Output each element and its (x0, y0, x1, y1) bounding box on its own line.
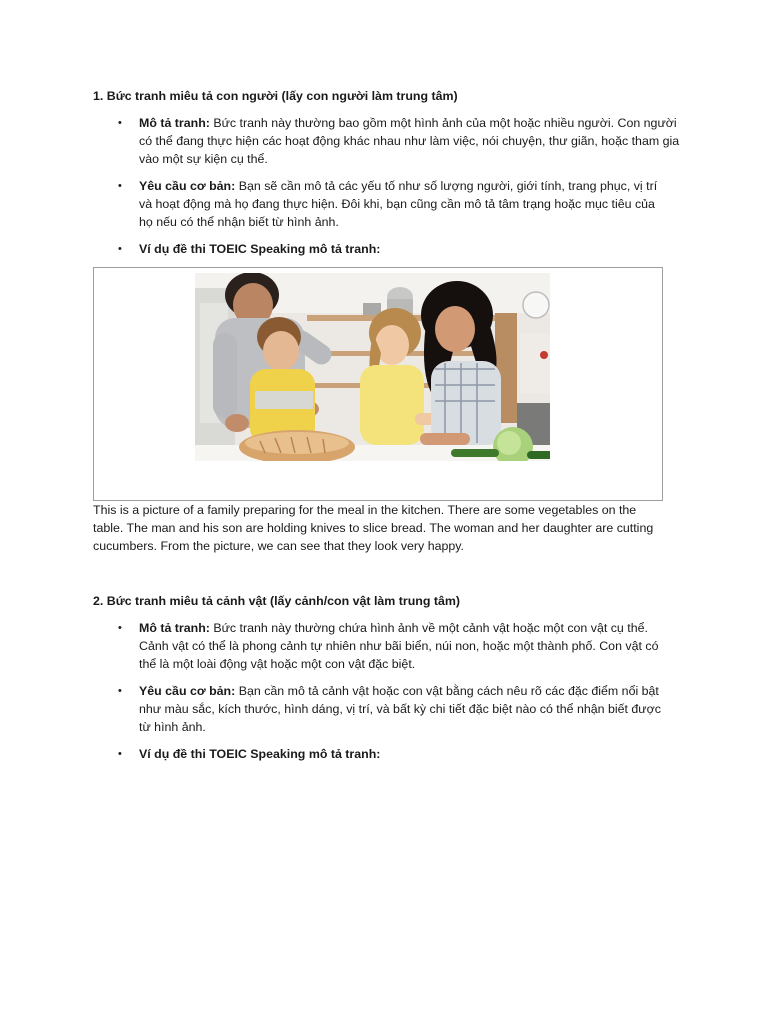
figure-caption: This is a picture of a family preparing for the meal in the kitchen. There are some vegetables on the table. The man and his son are holding knives to slice bread. The woman and her daughter are cutting cucumbers. From the picture, we can see that they look very happy. (93, 503, 654, 553)
bullet-dot (118, 177, 126, 195)
bullet-dot (118, 745, 126, 763)
bullet-label: Yêu cầu cơ bản: (139, 684, 236, 698)
bullet-dot (118, 682, 126, 700)
section-2-bullet-2 (139, 682, 669, 736)
bullet-dot (118, 619, 126, 637)
family-kitchen-photo (195, 273, 550, 461)
section-2-bullet-1 (139, 619, 679, 673)
bullet-label: Mô tả tranh: (139, 621, 210, 635)
section-1-bullet-2 (139, 177, 671, 231)
section-1-bullet-1 (139, 114, 684, 168)
bullet-text: Bạn cần mô tả cảnh vật hoặc con vật bằng cách nêu rõ các đặc điểm nổi bật như màu sắc, kích thước, hình dáng, vị trí, và bất kỳ chi tiết đặc biệt nào có thể nhận biết được từ hình ảnh. (139, 684, 661, 734)
bullet-text: Bức tranh này thường bao gồm một hình ảnh của một hoặc nhiều người. Con người có thể đang thực hiện các hoạt động khác nhau như làm việc, nói chuyện, thư giãn, hoặc tham gia vào một sự kiện cụ thể. (139, 116, 680, 166)
section-2-heading: 2. Bức tranh miêu tả cảnh vật (lấy cảnh/con vật làm trung tâm) (93, 594, 461, 608)
bullet-label: Yêu cầu cơ bản: (139, 179, 236, 193)
section-1-heading: 1. Bức tranh miêu tả con người (lấy con người làm trung tâm) (93, 89, 458, 103)
bullet-text: Bức tranh này thường chứa hình ảnh về một cảnh vật hoặc một con vật cụ thể. Cảnh vật có thể là phong cảnh tự nhiên như bãi biển, núi non, hoặc một thành phố. Con vật có thể là một loài động vật hoặc một con vật đặc biệt. (139, 621, 659, 671)
figure-frame (93, 267, 663, 501)
bullet-label: Ví dụ đề thi TOEIC Speaking mô tả tranh: (139, 242, 381, 256)
section-2-bullet-3 (139, 745, 684, 763)
bullet-dot (118, 240, 126, 258)
bullet-dot (118, 114, 126, 132)
bullet-label: Mô tả tranh: (139, 116, 210, 130)
section-1-bullet-3 (139, 240, 684, 258)
bullet-label: Ví dụ đề thi TOEIC Speaking mô tả tranh: (139, 747, 381, 761)
bullet-text: Bạn sẽ cần mô tả các yếu tố như số lượng người, giới tính, trang phục, vị trí và hoạt động mà họ đang thực hiện. Đôi khi, bạn cũng cần mô tả tâm trạng hoặc mục tiêu của họ nếu có thể nhận biết từ hình ảnh. (139, 179, 658, 229)
